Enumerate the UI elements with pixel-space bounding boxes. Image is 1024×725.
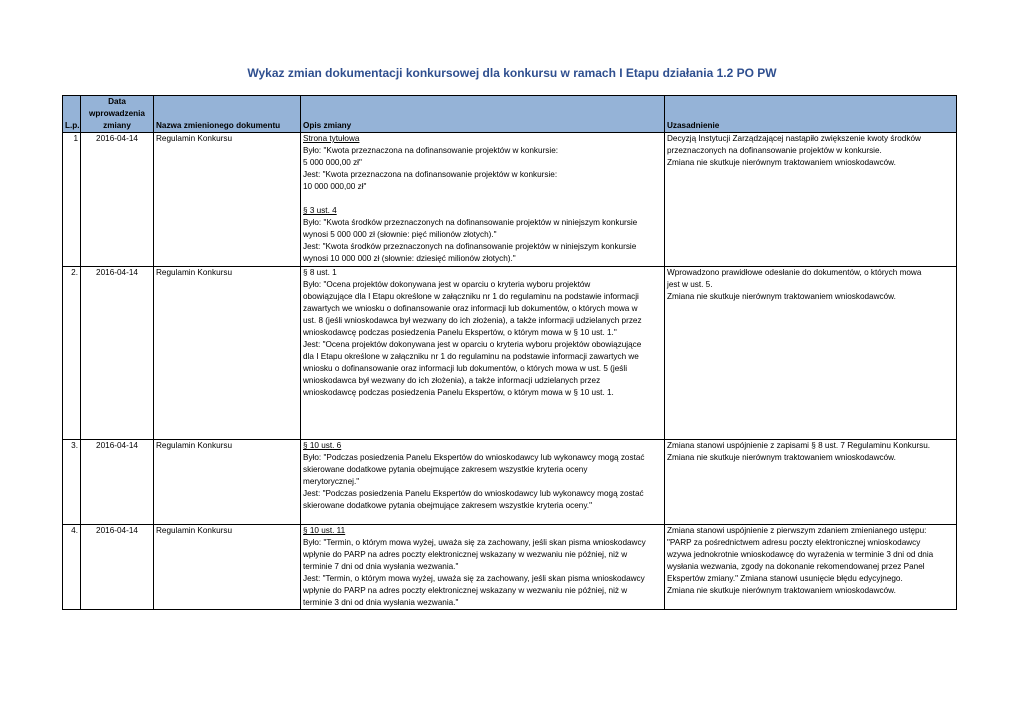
justification-line: Zmiana nie skutkuje nierównym traktowaniem wnioskodawców. <box>667 453 896 462</box>
description-line: wpłynie do PARP na adres poczty elektronicznej wskazany w wezwaniu nie później, niż w <box>303 586 628 595</box>
cell-lp: 4. <box>63 525 81 610</box>
description-line: wnioskodawcę podczas posiedzenia Panelu Ekspertów, o którym mowa w § 10 ust. 1. <box>303 388 614 397</box>
justification-line: jest w ust. 5. <box>667 280 713 289</box>
table-header-row <box>63 96 957 133</box>
table-row <box>63 525 957 610</box>
header-lp: L.p. <box>63 96 81 133</box>
description-line: Było: "Ocena projektów dokonywana jest w oparciu o kryteria wyboru projektów <box>303 280 591 289</box>
justification-line: Decyzją Instytucji Zarządzającej nastąpiło zwiększenie kwoty środków <box>667 134 921 143</box>
header-date: Data wprowadzenia zmiany <box>81 96 154 133</box>
section-heading: § 8 ust. 1 <box>303 268 337 277</box>
description-line: Jest: "Podczas posiedzenia Panelu Ekspertów do wnioskodawcy lub wykonawcy mogą zostać <box>303 489 644 498</box>
cell-date: 2016-04-14 <box>81 440 154 525</box>
description-line: Było: "Podczas posiedzenia Panelu Ekspertów do wnioskodawcy lub wykonawcy mogą zostać <box>303 453 645 462</box>
cell-document: Regulamin Konkursu <box>154 525 301 610</box>
cell-document: Regulamin Konkursu <box>154 440 301 525</box>
description-line: 5 000 000,00 zł" <box>303 158 362 167</box>
description-line: dla I Etapu określone w załączniku nr 1 do regulaminu na podstawie informacji zawartych we <box>303 352 639 361</box>
cell-justification <box>665 267 957 440</box>
cell-justification <box>665 525 957 610</box>
description-line: wniosku o dofinansowanie oraz informacji lub dokumentów, o których mowa w ust. 5 (jeśli <box>303 364 628 373</box>
cell-date: 2016-04-14 <box>81 133 154 267</box>
cell-justification <box>665 440 957 525</box>
description-line: wnioskodawca był wezwany do ich złożenia), a także informacji udzielanych przez <box>303 376 601 385</box>
description-line: Jest: "Ocena projektów dokonywana jest w oparciu o kryteria wyboru projektów obowiązujące <box>303 340 642 349</box>
cell-description <box>301 525 665 610</box>
description-line: 10 000 000,00 zł" <box>303 182 367 191</box>
justification-line: Zmiana stanowi uspójnienie z zapisami § 8 ust. 7 Regulaminu Konkursu. <box>667 441 931 450</box>
cell-date: 2016-04-14 <box>81 267 154 440</box>
table-row <box>63 133 957 267</box>
justification-line: przeznaczonych na dofinansowanie projektów w konkursie. <box>667 146 882 155</box>
justification-line: Zmiana nie skutkuje nierównym traktowaniem wnioskodawców. <box>667 586 896 595</box>
cell-document: Regulamin Konkursu <box>154 267 301 440</box>
justification-line: wzywa jednokrotnie wnioskodawcę do wyrażenia w terminie 3 dni od dnia <box>667 550 934 559</box>
description-line: Było: "Termin, o którym mowa wyżej, uważa się za zachowany, jeśli skan pisma wnioskodawcy <box>303 538 646 547</box>
justification-line: Zmiana nie skutkuje nierównym traktowaniem wnioskodawców. <box>667 292 896 301</box>
description-line: Jest: "Termin, o którym mowa wyżej, uważa się za zachowany, jeśli skan pisma wnioskodawcy <box>303 574 645 583</box>
description-line: Jest: "Kwota przeznaczona na dofinansowanie projektów w konkursie: <box>303 170 558 179</box>
spacer <box>303 193 662 205</box>
description-line: skierowane dodatkowe pytania obejmujące zakresem wszystkie kryteria oceny." <box>303 501 592 510</box>
justification-line: wysłania wezwania, zgody na dokonanie rekomendowanej przez Panel <box>667 562 925 571</box>
description-line: terminie 7 dni od dnia wysłania wezwania." <box>303 562 459 571</box>
description-line: Było: "Kwota przeznaczona na dofinansowanie projektów w konkursie: <box>303 146 559 155</box>
description-line: obowiązujące dla I Etapu określone w załączniku nr 1 do regulaminu na podstawie informacji <box>303 292 639 301</box>
justification-line: Wprowadzono prawidłowe odesłanie do dokumentów, o których mowa <box>667 268 922 277</box>
cell-description <box>301 133 665 267</box>
cell-document: Regulamin Konkursu <box>154 133 301 267</box>
cell-description <box>301 267 665 440</box>
description-line: wnioskodawcę podczas posiedzenia Panelu Ekspertów, o którym mowa w § 10 ust. 1." <box>303 328 617 337</box>
description-line: zawartych we wniosku o dofinansowanie oraz informacji lub dokumentów, o których mowa w <box>303 304 638 313</box>
header-document: Nazwa zmienionego dokumentu <box>154 96 301 133</box>
table-row <box>63 440 957 525</box>
cell-lp: 1 <box>63 133 81 267</box>
header-description: Opis zmiany <box>301 96 665 133</box>
description-line: merytorycznej." <box>303 477 360 486</box>
description-line: wynosi 10 000 000 zł (słownie: dziesięć milionów złotych)." <box>303 254 516 263</box>
table-row <box>63 267 957 440</box>
description-line: Jest: "Kwota środków przeznaczonych na dofinansowanie projektów w niniejszym konkursie <box>303 242 637 251</box>
changes-table <box>62 95 957 610</box>
justification-line: Zmiana nie skutkuje nierównym traktowaniem wnioskodawców. <box>667 158 896 167</box>
section-heading: Strona tytułowa <box>303 134 360 143</box>
justification-line: Ekspertów zmiany." Zmiana stanowi usunięcie błędu edycyjnego. <box>667 574 903 583</box>
cell-lp: 3. <box>63 440 81 525</box>
cell-description <box>301 440 665 525</box>
description-line: Było: "Kwota środków przeznaczonych na dofinansowanie projektów w niniejszym konkursie <box>303 218 638 227</box>
header-justification: Uzasadnienie <box>665 96 957 133</box>
cell-date: 2016-04-14 <box>81 525 154 610</box>
description-line: wynosi 5 000 000 zł (słownie: pięć milionów złotych)." <box>303 230 497 239</box>
justification-line: Zmiana stanowi uspójnienie z pierwszym zdaniem zmienianego ustępu: <box>667 526 927 535</box>
section-heading: § 3 ust. 4 <box>303 206 337 215</box>
description-line: terminie 3 dni od dnia wysłania wezwania." <box>303 598 459 607</box>
cell-justification <box>665 133 957 267</box>
justification-line: "PARP za pośrednictwem adresu poczty elektronicznej wnioskodawcy <box>667 538 921 547</box>
description-line: skierowane dodatkowe pytania obejmujące zakresem wszystkie kryteria oceny <box>303 465 588 474</box>
description-line: ust. 8 (jeśli wnioskodawca był wezwany do ich złożenia), a także informacji udzielanych przez <box>303 316 642 325</box>
cell-lp: 2. <box>63 267 81 440</box>
section-heading: § 10 ust. 6 <box>303 441 342 450</box>
section-heading: § 10 ust. 11 <box>303 526 346 535</box>
description-line: wpłynie do PARP na adres poczty elektronicznej wskazany w wezwaniu nie później, niż w <box>303 550 628 559</box>
document-title: Wykaz zmian dokumentacji konkursowej dla konkursu w ramach I Etapu działania 1.2 PO PW <box>247 66 777 80</box>
